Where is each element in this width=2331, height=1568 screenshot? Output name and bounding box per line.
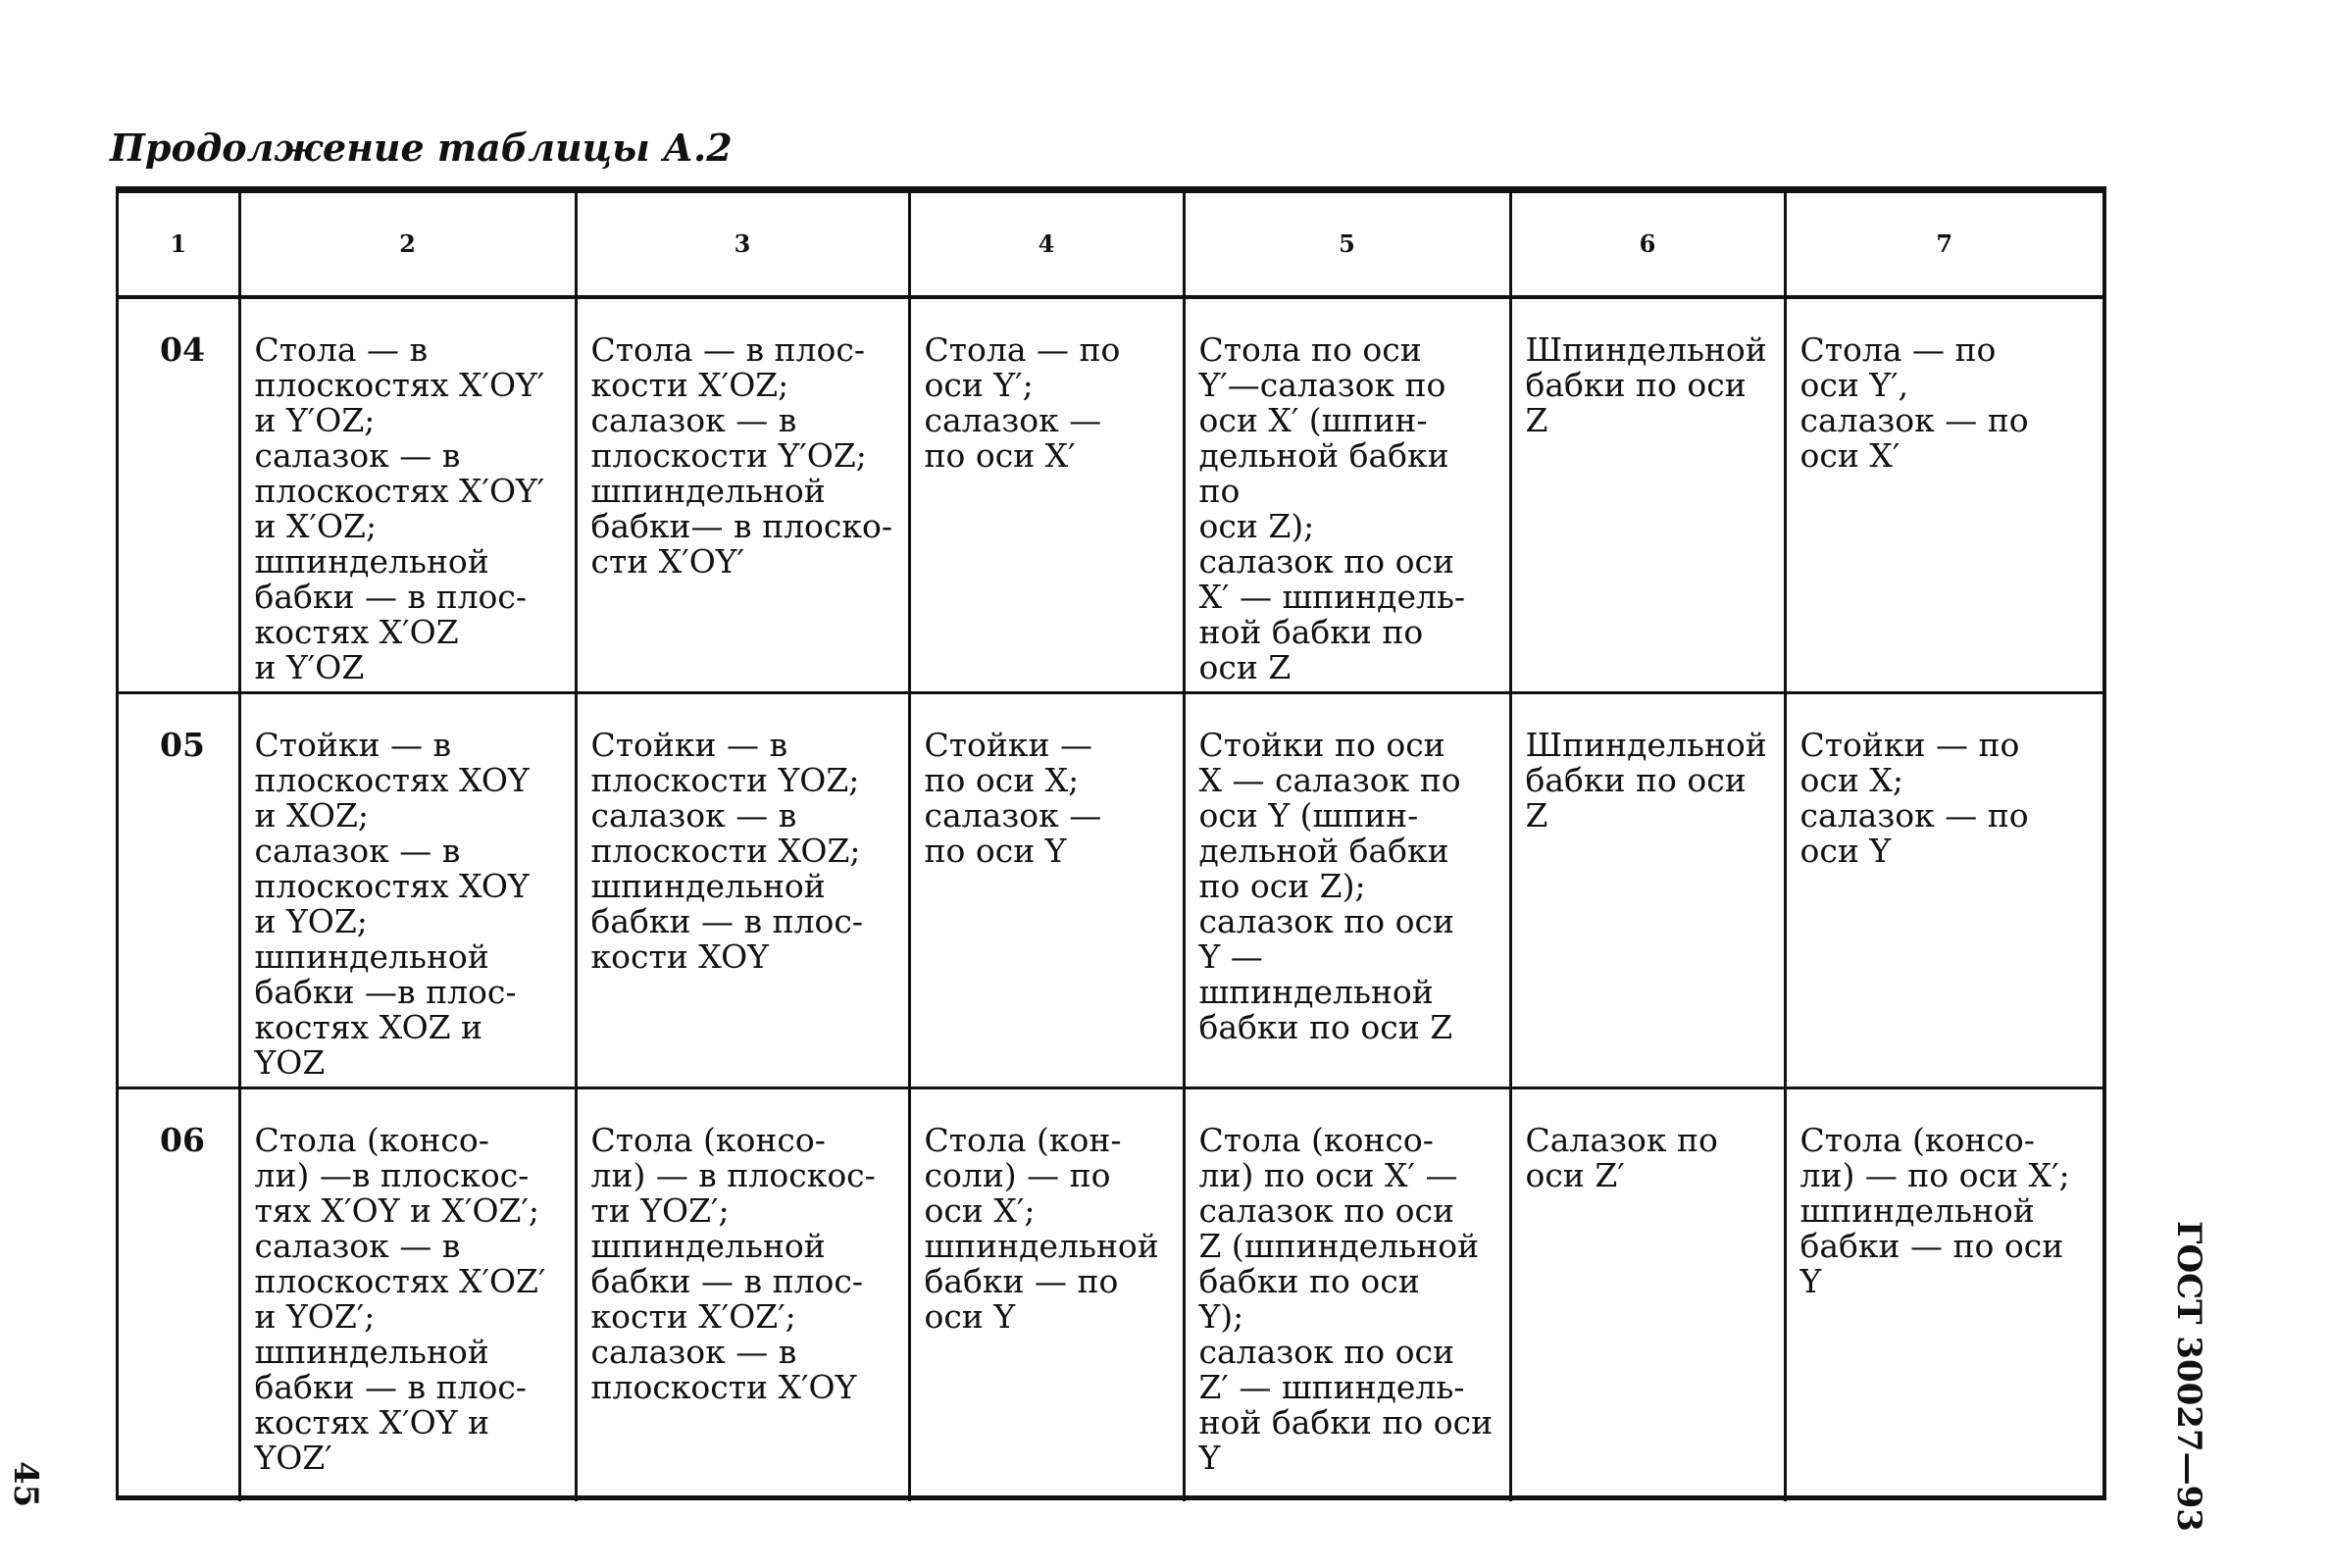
- table-cell: Стола — по оси Y′; салазок — по оси X′: [924, 330, 1121, 475]
- row-code: 05: [160, 726, 205, 764]
- table-cell: Шпиндельной бабки по оси Z: [1525, 330, 1767, 439]
- column-header: 7: [1785, 193, 2103, 297]
- table-cell: Стола (консо- ли) — по оси X′; шпиндельной бабки — по оси Y: [1799, 1121, 2070, 1300]
- table-cell: Стола (консо- ли) по оси X′ — салазок по оси Z (шпиндельной бабки по оси Y); салазок по оси Z′ — шпиндель- ной бабки по оси Y: [1198, 1121, 1494, 1477]
- table-row: [119, 1088, 2103, 1502]
- column-header: 1: [119, 193, 239, 297]
- table-cell: Стойки — по оси X; салазок — по оси Y: [924, 726, 1102, 870]
- data-table-frame: [116, 186, 2106, 1500]
- table-cell: Стола — в плос- кости X′OZ; салазок — в плоскости Y′OZ; шпиндельной бабки— в плоско- сти X′OY′: [590, 330, 893, 581]
- column-header: 2: [239, 193, 576, 297]
- standard-designation: ГОСТ 30027—93: [2169, 1221, 2208, 1532]
- table-cell: Стойки — в плоскостях XOY и XOZ; салазок — в плоскостях XOY и YOZ; шпиндельной бабки —в плос- костях XOZ и YOZ: [254, 726, 530, 1082]
- page-number: 45: [6, 1461, 45, 1508]
- table-cell: Стола (консо- ли) — в плоскос- ти YOZ′; шпиндельной бабки — в плос- кости X′OZ′; салазок — в плоскости X′OY: [590, 1121, 876, 1406]
- table-cell: Шпиндельной бабки по оси Z: [1525, 726, 1767, 835]
- table-row: [119, 693, 2103, 1088]
- table-cell: Стола (кон- соли) — по оси X′; шпиндельной бабки — по оси Y: [924, 1121, 1159, 1336]
- column-header: 4: [909, 193, 1184, 297]
- column-header: 6: [1510, 193, 1785, 297]
- table-cell: Стола (консо- ли) —в плоскос- тях X′OY и X′OZ′; салазок — в плоскостях X′OZ′ и YOZ′; шпиндельной бабки — в плос- костях X′OY и YOZ′: [254, 1121, 546, 1477]
- table-cell: Салазок по оси Z′: [1525, 1121, 1718, 1194]
- table-cell: Стола по оси Y′—салазок по оси X′ (шпин- дельной бабки по оси Z); салазок по оси X′ — шпиндель- ной бабки по оси Z: [1198, 330, 1466, 686]
- row-code: 04: [160, 330, 205, 369]
- data-table: [119, 193, 2103, 1501]
- table-cell: Стола — по оси Y′, салазок — по оси X′: [1799, 330, 2029, 475]
- header-row: [119, 193, 2103, 297]
- column-header: 3: [576, 193, 909, 297]
- column-header: 5: [1184, 193, 1510, 297]
- table-cell: Стола — в плоскостях X′OY′ и Y′OZ; салазок — в плоскостях X′OY′ и X′OZ; шпиндельной бабки — в плос- костях X′OZ и Y′OZ: [254, 330, 545, 686]
- table-cell: Стойки по оси X — салазок по оси Y (шпин- дельной бабки по оси Z); салазок по оси Y — шпиндельной бабки по оси Z: [1198, 726, 1461, 1046]
- table-caption: Продолжение таблицы А.2: [110, 126, 733, 170]
- table-cell: Стойки — в плоскости YOZ; салазок — в плоскости XOZ; шпиндельной бабки — в плос- кости XOY: [590, 726, 864, 976]
- table-cell: Стойки — по оси X; салазок — по оси Y: [1799, 726, 2029, 870]
- table-row: [119, 297, 2103, 693]
- row-code: 06: [160, 1121, 205, 1159]
